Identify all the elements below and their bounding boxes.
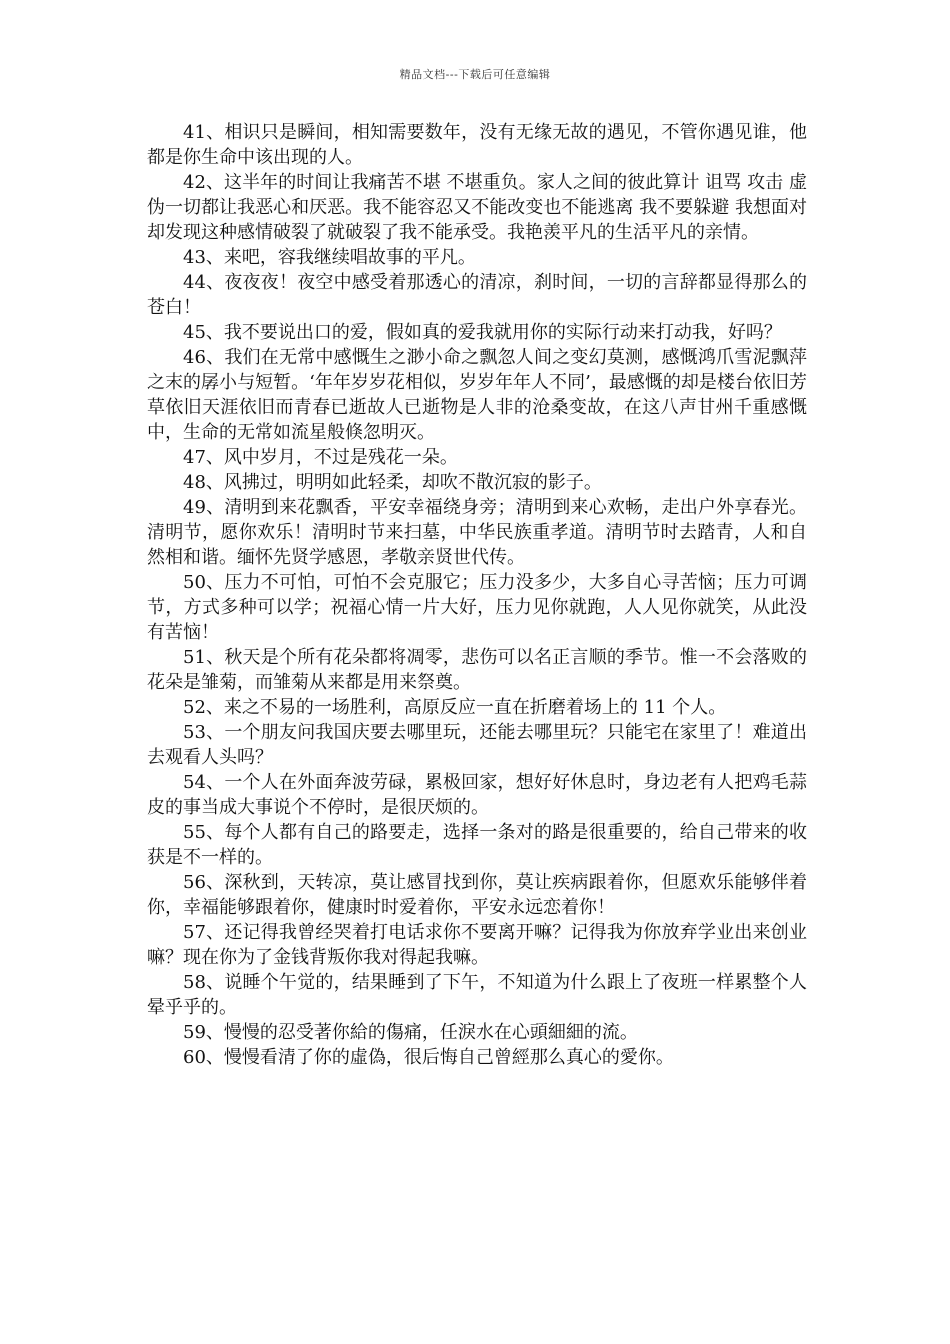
paragraph-58: 58、说睡个午觉的，结果睡到了下午，不知道为什么跟上了夜班一样累整个人晕乎乎的。 — [147, 972, 807, 1018]
paragraph-50: 50、压力不可怕，可怕不会克服它；压力没多少，大多自心寻苦恼；压力可调节，方式多种可以学；祝福心情一片大好，压力见你就跑，人人见你就笑，从此没有苦恼！ — [147, 572, 807, 643]
document-body — [147, 120, 807, 1070]
paragraph-46: 46、我们在无常中感慨生之渺小命之飘忽人间之变幻莫测，感慨鸿爪雪泥飘萍之末的孱小与短暂。‘年年岁岁花相似，岁岁年年人不同’，最感慨的却是楼台依旧芳草依旧天涯依旧而青春已逝故人已逝物是人非的沧桑变故，在这八声甘州千重感慨中，生命的无常如流星般倏忽明灭。 — [147, 347, 807, 443]
paragraph-47: 47、风中岁月，不过是残花一朵。 — [183, 447, 458, 468]
paragraph-42: 42、这半年的时间让我痛苦不堪 不堪重负。家人之间的彼此算计 诅骂 攻击 虚伪一切都让我恶心和厌恶。我不能容忍又不能改变也不能逃离 我不要躲避 我想面对却发现这种感情破裂了就破裂了我不能承受。我艳羡平凡的生活平凡的亲情。 — [147, 172, 807, 243]
paragraph-51: 51、秋天是个所有花朵都将凋零，悲伤可以名正言顺的季节。惟一不会落败的花朵是雏菊，而雏菊从来都是用来祭奠。 — [147, 647, 807, 693]
paragraph-55: 55、每个人都有自己的路要走，选择一条对的路是很重要的，给自己带来的收获是不一样的。 — [147, 822, 807, 868]
paragraph-43: 43、来吧，容我继续唱故事的平凡。 — [183, 247, 476, 268]
paragraph-57: 57、还记得我曾经哭着打电话求你不要离开嘛？记得我为你放弃学业出来创业嘛？现在你为了金钱背叛你我对得起我嘛。 — [147, 922, 807, 968]
paragraph-49: 49、清明到来花飘香，平安幸福绕身旁；清明到来心欢畅，走出户外享春光。清明节，愿你欢乐！清明时节来扫墓，中华民族重孝道。清明节时去踏青，人和自然相和谐。缅怀先贤学感恩，孝敬亲贤世代传。 — [147, 497, 807, 568]
paragraph-59: 59、慢慢的忍受著你給的傷痛，任淚水在心頭細細的流。 — [183, 1022, 638, 1043]
paragraph-45: 45、我不要说出口的爱，假如真的爱我就用你的实际行动来打动我，好吗？ — [183, 322, 782, 343]
paragraph-44: 44、夜夜夜！夜空中感受着那透心的清凉，刹时间，一切的言辞都显得那么的苍白！ — [147, 272, 807, 318]
page-header: 精品文档---下载后可任意编辑 — [399, 68, 551, 81]
paragraph-52: 52、来之不易的一场胜利，高原反应一直在折磨着场上的 11 个人。 — [183, 697, 727, 718]
paragraph-41: 41、相识只是瞬间，相知需要数年，没有无缘无故的遇见，不管你遇见谁，他都是你生命中该出现的人。 — [147, 122, 807, 168]
paragraph-53: 53、一个朋友问我国庆要去哪里玩，还能去哪里玩？只能宅在家里了！难道出去观看人头吗？ — [147, 722, 807, 768]
paragraph-60: 60、慢慢看清了你的虛偽，很后悔自己曾經那么真心的愛你。 — [183, 1047, 674, 1068]
paragraph-48: 48、风拂过，明明如此轻柔，却吹不散沉寂的影子。 — [183, 472, 602, 493]
paragraph-54: 54、一个人在外面奔波劳碌，累极回家，想好好休息时，身边老有人把鸡毛蒜皮的事当成大事说个不停时，是很厌烦的。 — [147, 772, 807, 818]
paragraph-56: 56、深秋到，天转凉，莫让感冒找到你，莫让疾病跟着你，但愿欢乐能够伴着你，幸福能够跟着你，健康时时爱着你，平安永远恋着你！ — [147, 872, 807, 918]
